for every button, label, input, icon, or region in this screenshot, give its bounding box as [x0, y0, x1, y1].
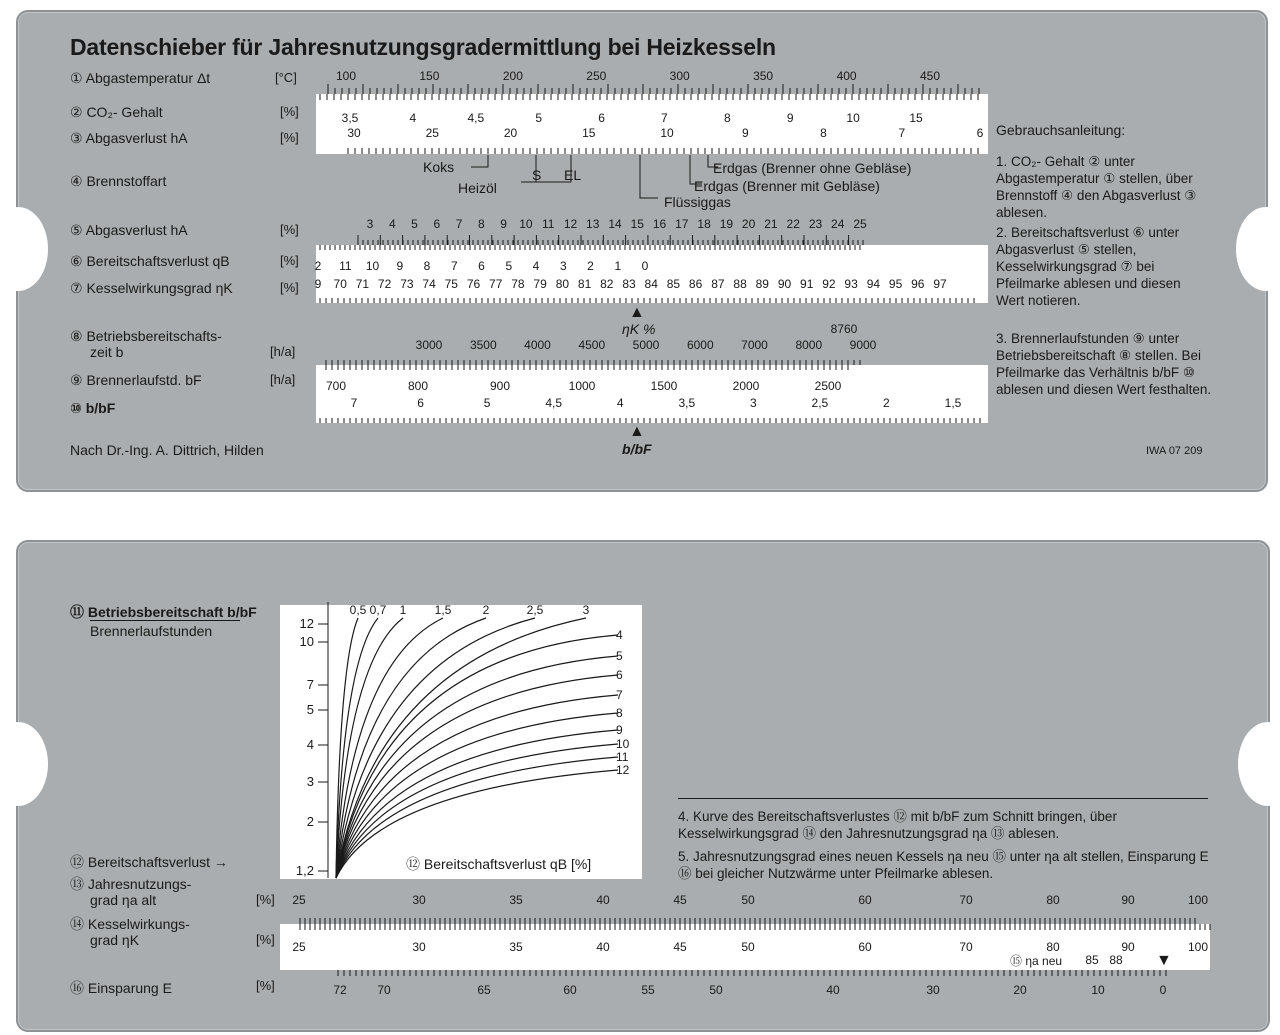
scale-label-kesselwirkung: 79: [533, 277, 547, 291]
back-unit-16: [%]: [256, 978, 275, 993]
eta-arrow-icon: ▲: [629, 304, 645, 321]
scale-label-abgasverlust: 24: [831, 217, 845, 231]
scale-label-kesselwirkung: 77: [489, 277, 503, 291]
scale-label-betriebszeit: 9000: [849, 338, 877, 352]
scale-label-betriebszeit: 4000: [524, 338, 551, 352]
scale-label-bereitschaft: 0: [641, 259, 649, 273]
fuel-erdgas-ohne: Erdgas (Brenner ohne Gebläse): [713, 160, 912, 176]
row-label-1: ① Abgastemperatur Δt: [70, 70, 211, 86]
scale-label-abgastemperatur: 300: [669, 69, 690, 83]
scale-label-kesselwirkung: 80: [555, 277, 570, 291]
scale-label-kesselwirkung: 91: [800, 277, 814, 291]
author-credit: Nach Dr.-Ing. A. Dittrich, Hilden: [70, 442, 264, 458]
scale-label-co2: 6: [598, 111, 605, 125]
scale-label-kesselwirkung: 85: [666, 277, 681, 291]
scale-label-eta-alt: 50: [741, 893, 755, 907]
scale-label-kesselwirkung: 70: [333, 277, 347, 291]
scale-label-kesselwirkung: 82: [600, 277, 614, 291]
scale-label-verhaeltnis: 6: [417, 396, 424, 410]
instruction-4: 4. Kurve des Bereitschaftsverlustes ⑫ mit b/bF zum Schnitt bringen, über Kesselwirkungsgrad ⑭ den Jahresnutzungsgrad ηa ⑬ ablesen.: [678, 809, 1117, 841]
scale-label-kesselwirkung: 94: [866, 277, 881, 291]
curve-label-top: 0,5: [349, 603, 367, 617]
row-label-4: ④ Brennstoffart: [70, 173, 167, 189]
scale-label-bereitschaft: 6: [478, 259, 485, 273]
scale-label-verhaeltnis: 1,5: [944, 396, 962, 410]
scale-label-kesselwirkung: 71: [355, 277, 370, 291]
scale-label-brenner: 1000: [568, 379, 596, 393]
scale-label-eta-alt: 40: [596, 893, 610, 907]
scale-label-eta-alt: 35: [509, 893, 523, 907]
curve-label-right: 5: [616, 649, 623, 663]
scale-label-eta-k: 100: [1187, 940, 1209, 954]
scale-label-einsparung: 70: [377, 983, 391, 997]
scale-label-kesselwirkung: 73: [400, 277, 414, 291]
chart-y-label: 12: [299, 616, 314, 631]
instruction-2: 2. Bereitschaftsverlust ⑥ unter Abgasverlust ⑤ stellen, Kesselwirkungsgrad ⑦ bei Pfeilmarke ablesen und diesen Wert notieren.: [996, 225, 1181, 308]
scale-label-abgastemperatur: 450: [919, 69, 941, 83]
scale-label-abgastemperatur: 350: [753, 69, 774, 83]
scale-label-kesselwirkung: 87: [711, 277, 725, 291]
eta-neu-label: ⑮ ηa neu: [1010, 954, 1063, 968]
scale-label-einsparung: 10: [1091, 983, 1105, 997]
front-scales: [18, 12, 1018, 490]
scale-label-kesselwirkung: 95: [888, 277, 903, 291]
row-unit-9: [h/a]: [270, 372, 296, 387]
row-label-8: ⑧ Betriebsbereitschafts-: [70, 328, 222, 344]
scale-ticks-abgastemperatur-major: [328, 84, 958, 94]
scale-label-kesselwirkung: 75: [444, 277, 458, 291]
front-card: [16, 10, 1268, 492]
scale-label-co2: 10: [846, 111, 860, 125]
scale-label-einsparung: 65: [477, 983, 491, 997]
product-code: IWA 07 209: [1146, 445, 1203, 457]
back-scales: [18, 542, 1268, 1030]
curve-label-right: 11: [616, 750, 629, 764]
instruction-1: 1. CO₂- Gehalt ② unter Abgastemperatur ① stellen, über Brennstoff ④ den Abgasverlust ③ ablesen.: [996, 154, 1197, 220]
scale-label-betriebszeit: 3500: [469, 338, 497, 352]
eta-marker-label: ηK %: [622, 321, 656, 337]
fuel-koks: Koks: [423, 159, 455, 175]
scale-label-abgasverlust-slide: 25: [425, 126, 439, 140]
scale-label-abgasverlust-slide: 6: [976, 126, 984, 140]
scale-label-bereitschaft: 2: [587, 259, 594, 273]
scale-label-eta-k: 35: [509, 940, 523, 954]
scale-label-abgasverlust: 10: [519, 217, 533, 231]
back-row-14: ⑭ Kesselwirkungs-: [70, 916, 190, 932]
scale-label-betriebszeit: 8000: [795, 338, 823, 352]
back-row-13b: grad ηa alt: [90, 892, 157, 908]
scale-label-abgasverlust: 16: [652, 217, 667, 231]
row-unit-1: [°C]: [275, 70, 297, 85]
fuel-el: EL: [564, 167, 582, 183]
scale-ticks-abgastemperatur: [328, 88, 979, 94]
curve-label-right: 4: [616, 628, 623, 642]
scale-label-abgasverlust-slide: 20: [503, 126, 518, 140]
scale-label-kesselwirkung: 9: [314, 277, 322, 291]
scale-ticks-bereitschaft: [320, 245, 860, 250]
scale-label-abgasverlust: 7: [455, 217, 463, 231]
scale-label-co2: 4,5: [467, 111, 485, 125]
curve-label-top: 3: [582, 603, 590, 617]
scale-label-eta-alt: 70: [959, 893, 973, 907]
row-unit-3: [%]: [280, 130, 299, 145]
scale-label-bereitschaft: 9: [396, 259, 404, 273]
curve-label-top: 2: [482, 603, 490, 617]
curve-label-top: 1,5: [434, 603, 452, 617]
page-title: Datenschieber für Jahresnutzungsgradermittlung bei Heizkesseln: [70, 34, 776, 60]
chart-y-label: 4: [306, 737, 314, 752]
scale-label-abgasverlust-slide: 8: [820, 126, 827, 140]
row-unit-7: [%]: [280, 280, 299, 295]
row-label-6: ⑥ Bereitschaftsverlust qB: [70, 253, 230, 269]
chart-y-label: 3: [306, 774, 314, 789]
scale-label-eta-k: 50: [741, 940, 755, 954]
scale-label-einsparung: 55: [641, 983, 655, 997]
scale-label-betriebszeit: 6000: [686, 338, 714, 352]
scale-label-bereitschaft: 5: [505, 259, 513, 273]
scale-label-abgasverlust: 20: [741, 217, 756, 231]
scale-label-einsparung: 60: [563, 983, 577, 997]
scale-label-bereitschaft: 1: [614, 259, 622, 273]
curve-label-right: 7: [616, 688, 623, 702]
scale-label-einsparung: 72: [333, 983, 347, 997]
instructions-title: Gebrauchsanleitung:: [996, 122, 1126, 138]
row-unit-5: [%]: [280, 222, 299, 237]
scale-label-eta-k-extra: 85: [1085, 953, 1099, 967]
scale-label-kesselwirkung: 76: [466, 277, 481, 291]
scale-label-brenner: 800: [407, 379, 429, 393]
scale-label-bereitschaft: 3: [559, 259, 567, 273]
scale-label-kesselwirkung: 92: [822, 277, 836, 291]
scale-label-kesselwirkung: 86: [688, 277, 703, 291]
scale-label-bereitschaft: 8: [423, 259, 431, 273]
scale-label-bereitschaft: 2: [314, 259, 322, 273]
chart-y-label: 2: [306, 814, 314, 829]
scale-label-abgasverlust: 17: [675, 217, 689, 231]
chart-caption: ⑫ Bereitschaftsverlust qB [%]: [406, 856, 592, 872]
curve-label-top: 1: [399, 603, 407, 617]
chart-y-label: 5: [306, 702, 314, 717]
curve-label-right: 12: [616, 763, 630, 777]
right-notch: [1236, 207, 1280, 291]
scale-label-co2: 9: [786, 111, 794, 125]
back-row-14b: grad ηK: [90, 932, 140, 948]
scale-label-abgastemperatur: 400: [836, 69, 857, 83]
scale-label-kesselwirkung: 78: [511, 277, 525, 291]
scale-label-abgasverlust: 4: [388, 217, 396, 231]
scale-label-verhaeltnis: 3: [749, 396, 757, 410]
scale-label-abgastemperatur: 200: [502, 69, 523, 83]
row-unit-2: [%]: [280, 104, 299, 119]
scale-label-abgasverlust-slide: 9: [741, 126, 749, 140]
curve-label-top: 0,7: [369, 603, 387, 617]
row-label-2: ② CO₂- Gehalt: [70, 104, 163, 120]
row-label-8b: zeit b: [90, 344, 124, 360]
scale-ticks-eta-alt: [300, 918, 1195, 924]
scale-label-co2: 15: [909, 111, 923, 125]
row-label-10: ⑩ b/bF: [70, 400, 116, 416]
scale-label-abgasverlust: 15: [630, 217, 644, 231]
scale-ticks-eta-k-top: [300, 924, 1210, 930]
scale-label-kesselwirkung: 96: [911, 277, 925, 291]
scale-label-abgasverlust: 13: [586, 217, 600, 231]
scale-label-verhaeltnis: 4: [616, 396, 624, 410]
separator-line: [678, 798, 1208, 799]
instruction-5: 5. Jahresnutzungsgrad eines neuen Kessels ηa neu ⑮ unter ηa alt stellen, Einsparung E ⑯ bei gleicher Nutzwärme unter Pfeilmarke ablesen.: [678, 849, 1209, 881]
scale-label-einsparung: 20: [1013, 983, 1027, 997]
scale-label-abgasverlust: 23: [808, 217, 823, 231]
scale-label-eta-k: 60: [858, 940, 872, 954]
scale-ticks-abgasverlust: [358, 240, 863, 245]
scale-ticks-brenner: [326, 365, 848, 370]
curve-label-right: 9: [616, 723, 623, 737]
scale-label-betriebszeit: 4500: [578, 338, 606, 352]
scale-ticks-betriebszeit: [326, 360, 860, 365]
scale-label-kesselwirkung: 81: [577, 277, 592, 291]
scale-label-abgasverlust: 6: [433, 217, 441, 231]
row-label-7: ⑦ Kesselwirkungsgrad ηK: [70, 280, 233, 296]
chart-y-label: 10: [299, 634, 314, 649]
scale-label-brenner: 900: [489, 379, 511, 393]
scale-label-bereitschaft: 10: [365, 259, 380, 273]
scale-label-verhaeltnis: 4,5: [545, 396, 563, 410]
fuel-lines: [471, 155, 718, 198]
scale-label-abgastemperatur: 250: [586, 69, 607, 83]
scale-label-max: 8760: [830, 322, 858, 336]
scale-label-kesselwirkung: 97: [933, 277, 947, 291]
row-label-3: ③ Abgasverlust hA: [70, 130, 188, 146]
back-card: [16, 540, 1270, 1032]
curve-label-top: 2,5: [526, 603, 544, 617]
row-label-5: ⑤ Abgasverlust hA: [70, 222, 188, 238]
instruction-3: 3. Brennerlaufstunden ⑨ unter Betriebsbereitschaft ⑧ stellen. Bei Pfeilmarke das Verhältnis b/bF ⑩ ablesen und diesen Wert festhalten.: [996, 331, 1212, 397]
scale-label-betriebszeit: 5000: [632, 338, 660, 352]
scale-label-eta-k: 90: [1121, 940, 1135, 954]
scale-label-bereitschaft: 7: [450, 259, 458, 273]
scale-label-abgasverlust: 25: [853, 217, 867, 231]
scale-label-eta-alt: 100: [1187, 893, 1209, 907]
scale-ticks-kesselwirkung: [320, 298, 974, 303]
scale-label-abgasverlust: 12: [563, 217, 578, 231]
scale-label-kesselwirkung: 89: [755, 277, 769, 291]
scale-label-eta-k-extra: 88: [1109, 953, 1123, 967]
scale-label-co2: 3,5: [341, 111, 359, 125]
scale-label-co2: 8: [723, 111, 731, 125]
scale-label-verhaeltnis: 5: [483, 396, 491, 410]
chart-curve: [336, 675, 618, 878]
scale-label-abgasverlust: 18: [697, 217, 711, 231]
scale-label-einsparung: 40: [826, 983, 840, 997]
curve-label-right: 8: [616, 706, 623, 720]
scale-label-abgasverlust: 21: [764, 217, 778, 231]
chart-y-label: 7: [306, 677, 314, 692]
back-row-16: ⑯ Einsparung E: [70, 980, 172, 996]
scale-ticks-co2: [320, 94, 978, 100]
scale-label-eta-k: 70: [959, 940, 973, 954]
row-unit-8: [h/a]: [270, 344, 296, 359]
scale-label-eta-alt: 90: [1121, 893, 1135, 907]
fuel-heizoel: Heizöl: [458, 180, 497, 196]
chart-y-label: 1,2: [295, 863, 314, 878]
scale-label-eta-alt: 60: [858, 893, 872, 907]
scale-label-bereitschaft: 11: [339, 259, 352, 273]
scale-label-eta-k: 25: [292, 940, 306, 954]
scale-label-co2: 5: [535, 111, 543, 125]
scale-ticks-abgasverlust-major: [358, 235, 849, 245]
fuel-s: S: [532, 167, 542, 183]
ratio-label-top: ⑪ Betriebsbereitschaft b/bF: [70, 604, 257, 620]
scale-label-brenner: 700: [325, 379, 347, 393]
scale-label-co2: 4: [409, 111, 417, 125]
bbf-arrow-icon: ▲: [629, 423, 645, 440]
chart-curve: [336, 695, 618, 878]
curve-label-right: 6: [616, 668, 623, 682]
row-label-9: ⑨ Brennerlaufstd. bF: [70, 372, 202, 388]
scale-label-abgasverlust: 5: [411, 217, 418, 231]
scale-ticks-einsparung: [338, 970, 1166, 976]
scale-label-einsparung: 0: [1159, 983, 1167, 997]
scale-label-eta-k: 30: [412, 940, 426, 954]
scale-label-abgasverlust: 3: [366, 217, 374, 231]
fuel-fluessiggas: Flüssiggas: [664, 194, 731, 210]
scale-label-betriebszeit: 3000: [415, 338, 443, 352]
scale-label-eta-k: 40: [596, 940, 610, 954]
scale-label-abgasverlust-slide: 7: [898, 126, 906, 140]
scale-label-brenner: 1500: [650, 379, 678, 393]
scale-label-eta-alt: 30: [412, 893, 426, 907]
scale-label-eta-alt: 25: [292, 893, 306, 907]
back-unit-13: [%]: [256, 892, 275, 907]
scale-label-einsparung: 30: [926, 983, 940, 997]
row-unit-6: [%]: [280, 253, 299, 268]
scale-label-eta-alt: 80: [1046, 893, 1060, 907]
scale-label-betriebszeit: 7000: [741, 338, 768, 352]
scale-label-kesselwirkung: 74: [422, 277, 436, 291]
scale-label-co2: 7: [661, 111, 668, 125]
ratio-label-bottom: Brennerlaufstunden: [90, 623, 213, 639]
scale-label-kesselwirkung: 72: [377, 277, 392, 291]
scale-label-abgasverlust: 19: [719, 217, 734, 231]
scale-label-kesselwirkung: 83: [622, 277, 636, 291]
scale-label-kesselwirkung: 90: [777, 277, 792, 291]
fuel-erdgas-mit: Erdgas (Brenner mit Gebläse): [694, 178, 880, 194]
scale-label-einsparung: 50: [709, 983, 723, 997]
scale-label-bereitschaft: 4: [532, 259, 540, 273]
scale-label-abgasverlust-slide: 30: [347, 126, 361, 140]
scale-ticks-abgasverlust-slide: [348, 148, 978, 154]
scale-label-abgasverlust: 9: [500, 217, 507, 231]
scale-label-brenner: 2000: [732, 379, 760, 393]
scale-label-eta-k: 45: [673, 940, 687, 954]
scale-label-abgastemperatur: 100: [335, 69, 357, 83]
scale-label-abgasverlust: 11: [541, 217, 555, 231]
scale-label-verhaeltnis: 7: [350, 396, 358, 410]
scale-label-abgasverlust: 22: [786, 217, 800, 231]
curve-label-right: 10: [616, 737, 630, 751]
back-row-13: ⑬ Jahresnutzungs-: [70, 876, 192, 892]
back-unit-14: [%]: [256, 932, 275, 947]
scale-label-kesselwirkung: 84: [644, 277, 658, 291]
scale-label-verhaeltnis: 2,5: [811, 396, 829, 410]
scale-ticks-verhaeltnis: [320, 418, 980, 423]
scale-label-verhaeltnis: 3,5: [678, 396, 696, 410]
scale-label-verhaeltnis: 2: [883, 396, 890, 410]
scale-label-abgastemperatur: 150: [419, 69, 440, 83]
pointer-down-icon: ▼: [1156, 952, 1172, 969]
back-row-12: ⑫ Bereitschaftsverlust →: [70, 854, 228, 870]
scale-label-kesselwirkung: 93: [844, 277, 858, 291]
scale-label-kesselwirkung: 88: [733, 277, 747, 291]
scale-label-eta-k: 80: [1046, 940, 1060, 954]
scale-label-abgasverlust-slide: 10: [660, 126, 674, 140]
scale-label-brenner: 2500: [814, 379, 842, 393]
bbf-marker-label: b/bF: [622, 441, 652, 457]
scale-label-abgasverlust: 14: [608, 217, 622, 231]
scale-label-abgasverlust-slide: 15: [582, 126, 596, 140]
scale-label-abgasverlust: 8: [478, 217, 485, 231]
scale-label-eta-alt: 45: [673, 893, 687, 907]
